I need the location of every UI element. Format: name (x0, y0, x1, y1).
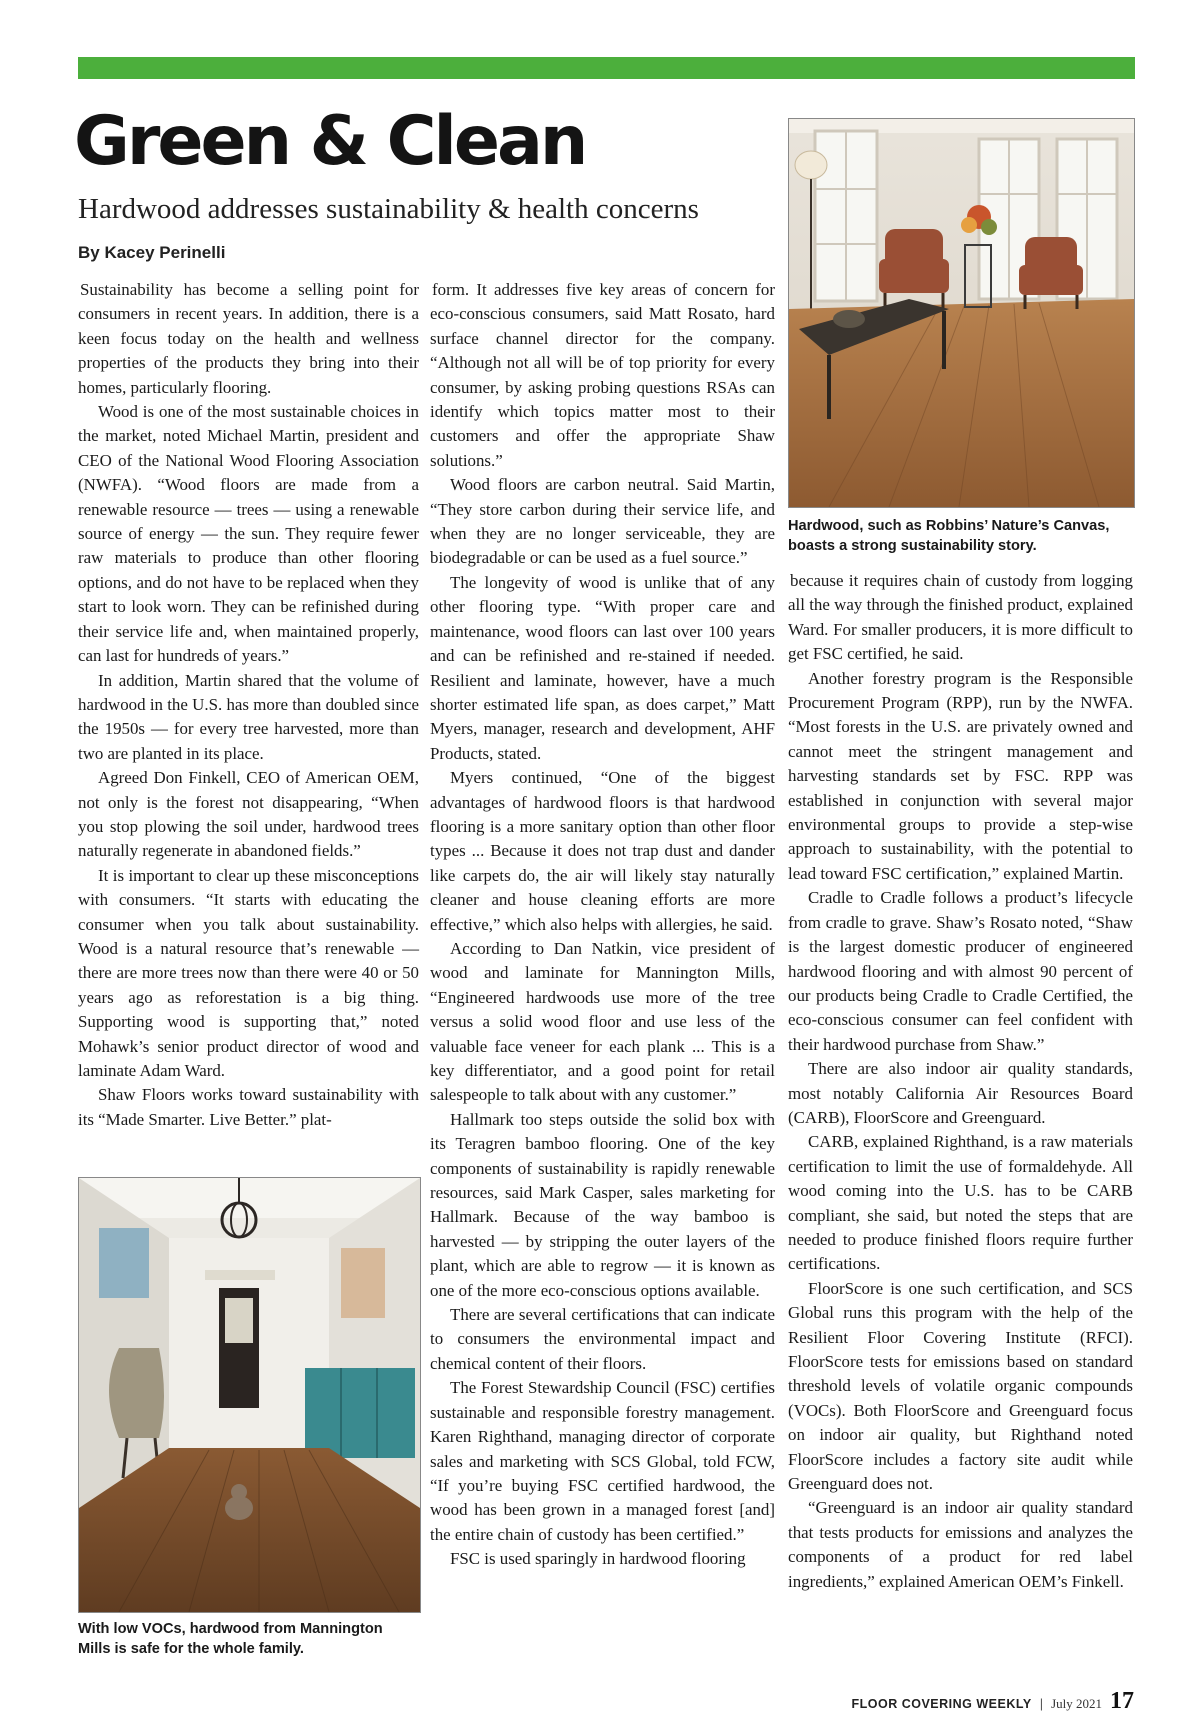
paragraph: Hallmark too steps outside the solid box with its Teragren bamboo flooring. One of the key components of sustainability is rapidly renewable resources, said Mark Casper, sales marketing for Hallmark. Because of the way bamboo is harvested — by stripping the outer layers of the plant, which are able to regrow — it is known as one of the more eco-conscious options available. (430, 1109, 775, 1300)
paragraph: Wood is one of the most sustainable choices in the market, noted Michael Martin, president and CEO of the National Wood Flooring Association (NWFA). “Wood floors are made from a renewable resource — trees — using a renewable source of energy — the sun. They require fewer raw materials to produce than other flooring options, and do not have to be replaced when they start to look worn. They can be refinished during their service life and, when maintained properly, can last for hundreds of years.” (78, 402, 419, 666)
article-column-3 (788, 569, 1133, 1594)
footer-separator: | (1039, 1696, 1044, 1711)
hallway-photo-caption: With low VOCs, hardwood from Mannington Mills is safe for the whole family. (78, 1621, 383, 1657)
paragraph: “Greenguard is an indoor air quality standard that tests products for emissions and analyzes the components of a product for red label ingredients,” explained American OEM’s Finkell. (788, 1498, 1133, 1591)
headline: Green & Clean (74, 102, 586, 181)
paragraph: According to Dan Natkin, vice president of wood and laminate for Mannington Mills, “Engineered hardwoods use more of the tree versus a solid wood floor and use less of the valuable face veneer for each plank ... This is a key differentiator, and a good point for retail salespeople to talk about with any customer.” (430, 938, 775, 1105)
paragraph: The longevity of wood is unlike that of any other flooring type. “With proper care and maintenance, wood floors can last over 100 years and can be refinished and re-stained if needed. Resilient and laminate, however, have a much shorter estimated life span, as does carpet,” Matt Myers, manager, research and development, AHF Products, stated. (430, 572, 775, 763)
paragraph: There are also indoor air quality standards, most notably California Air Resources Board (CARB), FloorScore and Greenguard. (788, 1059, 1133, 1127)
paragraph: Agreed Don Finkell, CEO of American OEM, not only is the forest not disappearing, “When you stop plowing the soil under, hardwood trees naturally regenerate in abandoned fields.” (78, 768, 419, 861)
paragraph: Wood floors are carbon neutral. Said Martin, “They store carbon during their service life, and when they are no longer serviceable, they are biodegradable or can be used as a fuel source.” (430, 475, 775, 568)
paragraph: The Forest Stewardship Council (FSC) certifies sustainable and responsible forestry management. Karen Righthand, managing director of corporate sales and marketing with SCS Global, told FCW, “If you’re buying FSC certified hardwood, the wood has been grown in a managed forest [and] the entire chain of custody has been certified.” (430, 1378, 775, 1544)
byline: By Kacey Perinelli (78, 243, 226, 262)
paragraph: Sustainability has become a selling point for consumers in recent years. In addition, there is a keen focus today on the health and wellness properties of the products they bring into their homes, particularly flooring. (78, 280, 419, 397)
publication-name: FLOOR COVERING WEEKLY (851, 1697, 1032, 1711)
living-room-photo (788, 118, 1135, 508)
paragraph: It is important to clear up these misconceptions with consumers. “It starts with educating the consumer when you talk about sustainability. Wood is a natural resource that’s renewable — there are more trees now than there were 40 or 50 years ago as reforestation is a big thing. Supporting wood is supporting that,” noted Mohawk’s senior product director of wood and laminate Adam Ward. (78, 865, 419, 1080)
article-column-2 (430, 278, 775, 1572)
paragraph: Myers continued, “One of the biggest advantages of hardwood floors is that hardwood flooring is a more sanitary option than other floor types ... Because it does not trap dust and dander like carpets do, the air will likely stay naturally cleaner and house cleaning efforts are more effective,” which also helps with allergies, he said. (430, 768, 775, 934)
paragraph: FSC is used sparingly in hardwood flooring (450, 1549, 746, 1569)
issue-date: July 2021 (1051, 1696, 1102, 1711)
paragraph: CARB, explained Righthand, is a raw materials certification to limit the use of formaldehyde. All wood coming into the U.S. has to be CARB compliant, she said, but noted the steps that are needed to produce finished floors require further certifications. (788, 1132, 1133, 1274)
green-accent-bar (78, 57, 1135, 79)
page-footer (851, 1688, 1134, 1715)
paragraph: Another forestry program is the Responsible Procurement Program (RPP), run by the NWFA. “Most forests in the U.S. are privately owned and cannot meet the stringent management and harvesting standards set by FSC. RPP was established in conjunction with several major environmental groups to provide a step-wise approach to sustainability, with the potential to lead toward FSC certification,” explained Martin. (788, 668, 1133, 883)
paragraph: There are several certifications that can indicate to consumers the environmental impact and chemical content of their floors. (430, 1305, 775, 1373)
living-room-photo-caption: Hardwood, such as Robbins’ Nature’s Canvas, boasts a strong sustainability story. (788, 518, 1110, 554)
paragraph: FloorScore is one such certification, and SCS Global runs this program with the help of the Resilient Floor Covering Institute (RFCI). FloorScore tests for emissions based on standard threshold levels of volatile organic compounds (VOCs). Both FloorScore and Greenguard focus on indoor air quality, but Righthand noted FloorScore includes a factory site audit while Greenguard does not. (788, 1278, 1133, 1494)
article-column-1 (78, 278, 419, 1132)
paragraph: Cradle to Cradle follows a product’s lifecycle from cradle to grave. Shaw’s Rosato noted, “Shaw is the largest domestic producer of engineered hardwood flooring and with almost 90 percent of our products being Cradle to Cradle Certified, the eco-conscious consumer can feel confident with their hardwood purchase from Shaw.” (788, 888, 1133, 1054)
paragraph: form. It addresses five key areas of concern for eco-conscious consumers, said Matt Rosato, hard surface channel director for the company. “Although not all will be of top priority for every consumer, by asking probing questions RSAs can identify which topics matter most to their customers and offer the appropriate Shaw solutions.” (430, 280, 775, 470)
subhead: Hardwood addresses sustainability & health concerns (78, 193, 699, 225)
paragraph: Shaw Floors works toward sustainability with its “Made Smarter. Live Better.” plat- (78, 1085, 419, 1129)
paragraph: because it requires chain of custody from logging all the way through the finished product, explained Ward. For smaller producers, it is more difficult to get FSC certified, he said. (788, 571, 1133, 664)
paragraph: In addition, Martin shared that the volume of hardwood in the U.S. has more than doubled since the 1950s — for every tree harvested, more than two are planted in its place. (78, 670, 419, 763)
hallway-photo (78, 1177, 421, 1613)
page-number: 17 (1110, 1688, 1134, 1714)
